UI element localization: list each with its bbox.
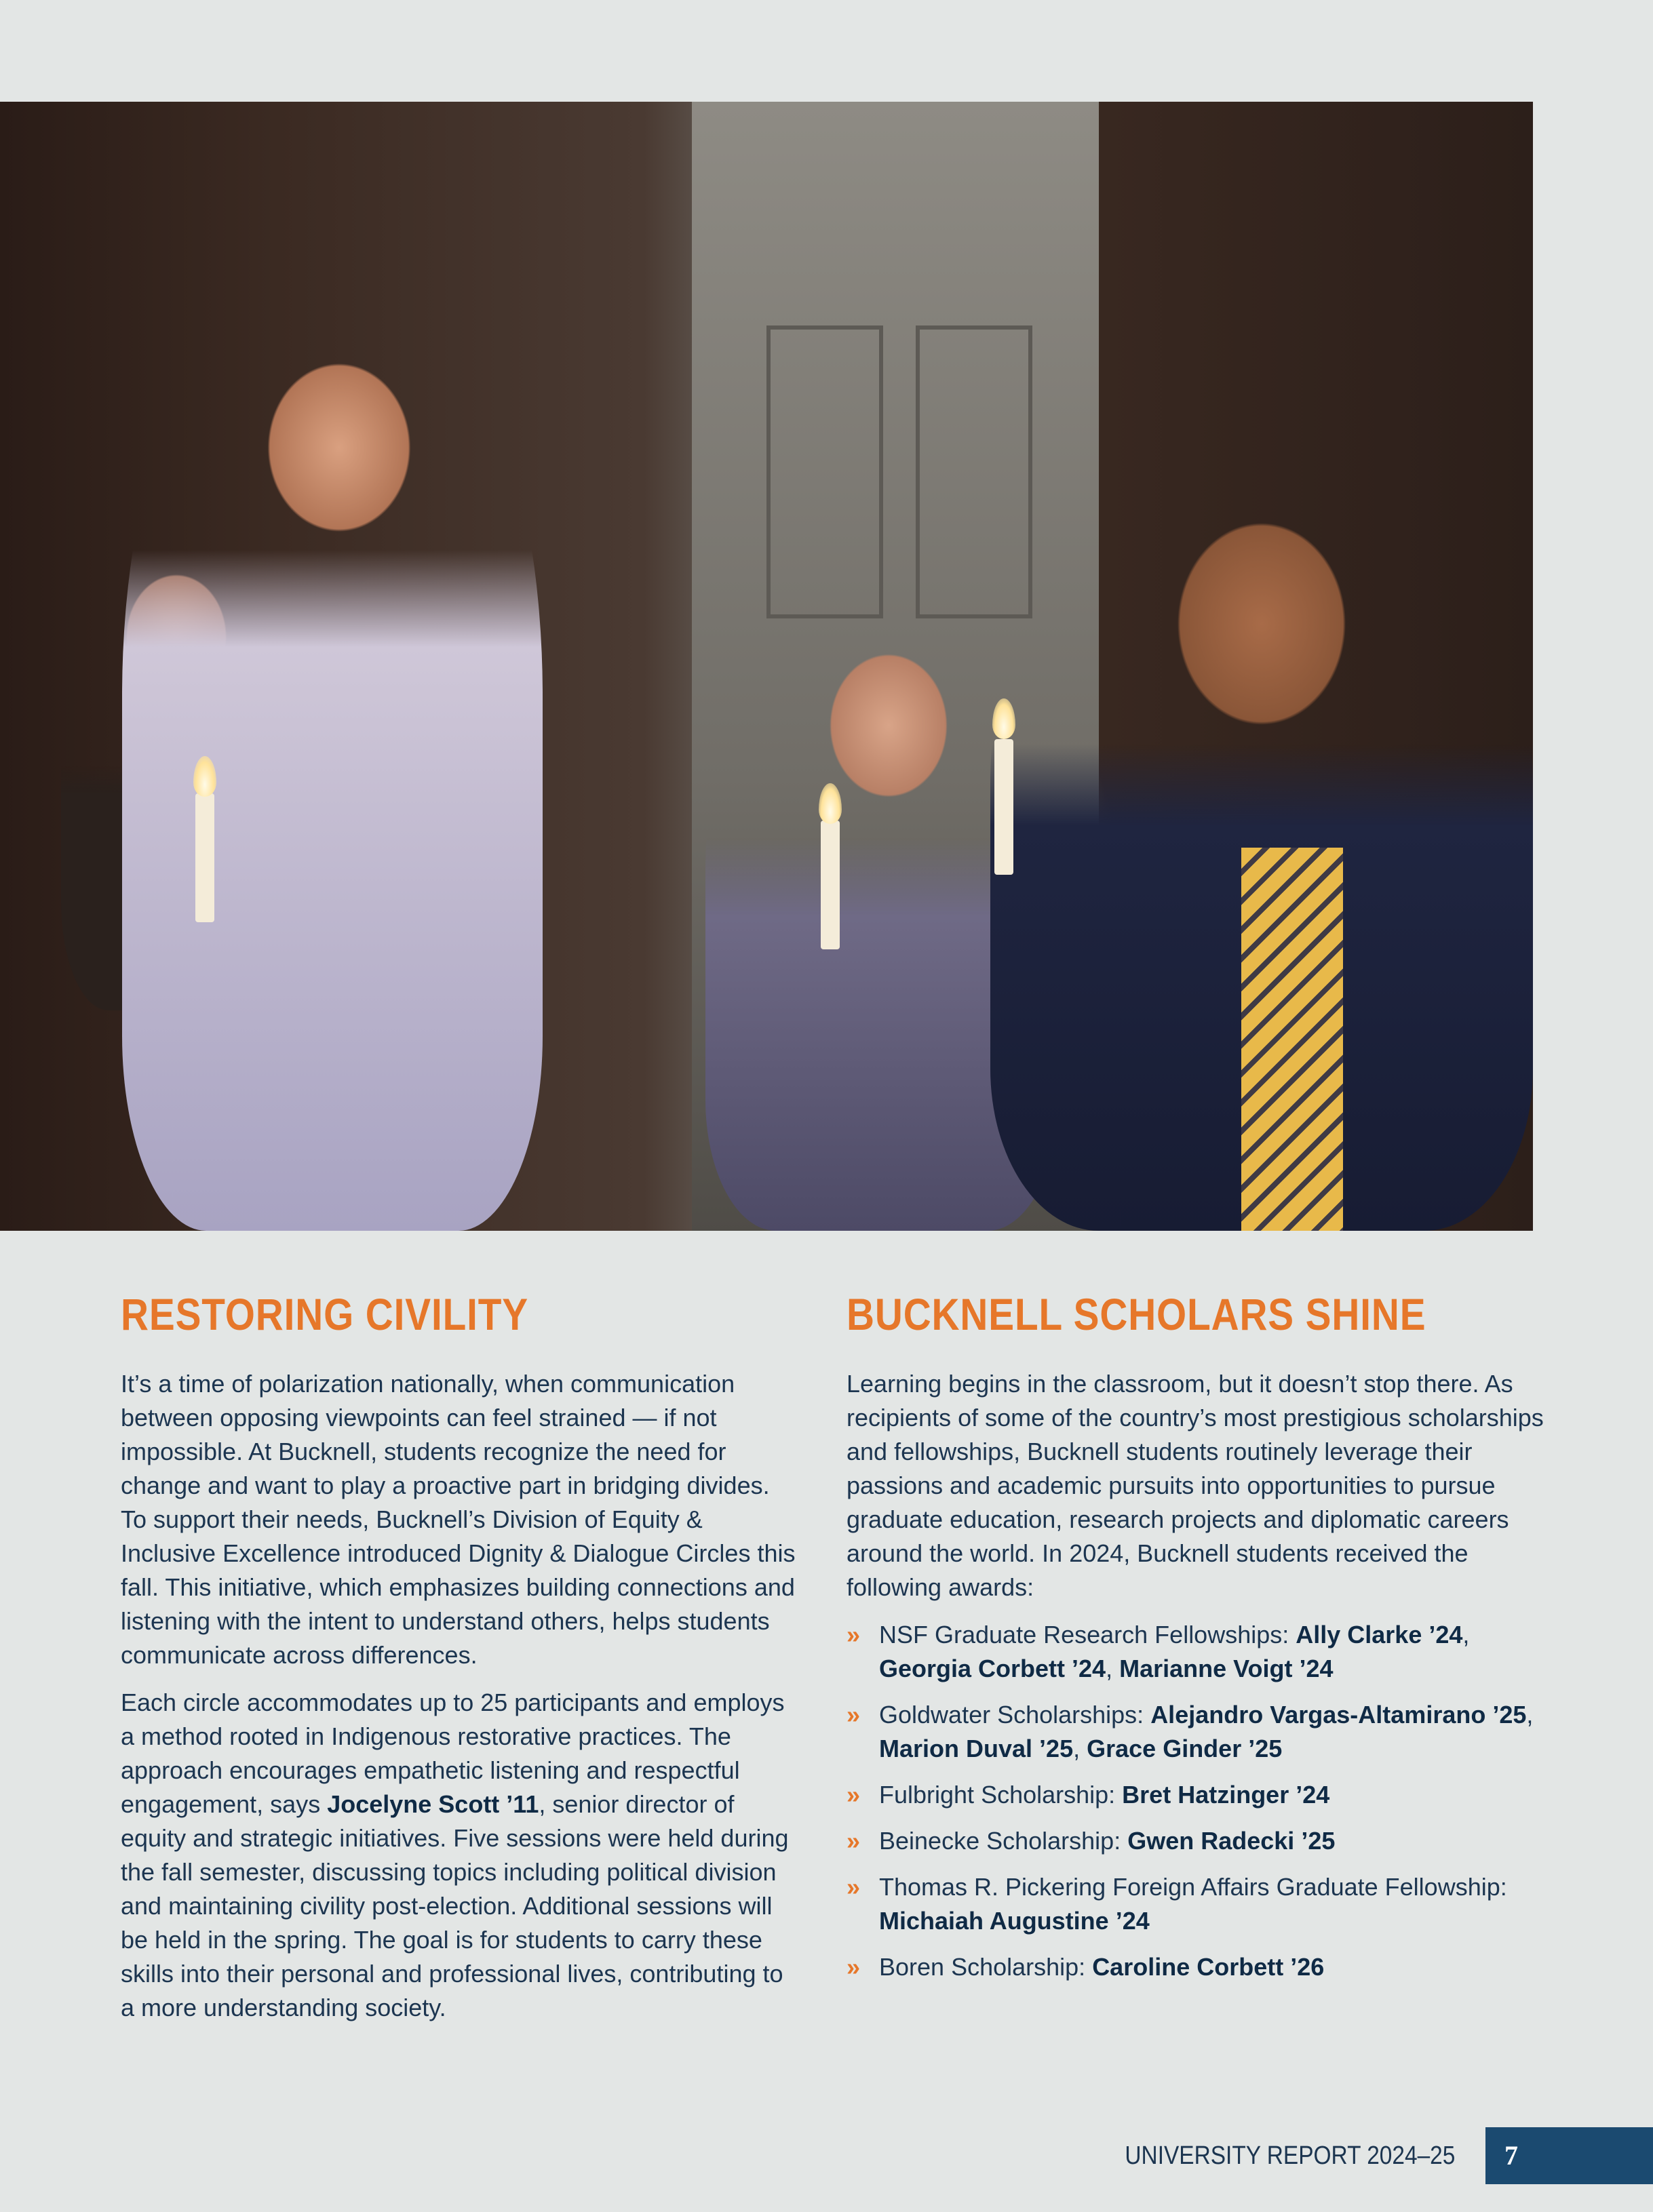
award-label: Thomas R. Pickering Foreign Affairs Graduate Fellowship: [879, 1873, 1507, 1901]
separator: , [1462, 1621, 1470, 1648]
candle [195, 793, 214, 922]
recipient-name: Georgia Corbett ’24 [879, 1655, 1106, 1682]
candlelight-photo [0, 102, 1533, 1231]
chevron-right-icon: » [847, 1621, 861, 1648]
striped-tie [1241, 848, 1343, 1231]
candle [821, 821, 840, 949]
body-paragraph: Learning begins in the classroom, but it doesn’t stop there. As recipients of some of the country’s most prestigious scholarships and fellowships, Bucknell students routinely leverage their passions and academic pursuits into opportunities to pursue graduate education, research projects and diplomatic careers around the world. In 2024, Bucknell students received the following awards: [847, 1370, 1544, 1601]
chevron-right-icon: » [847, 1701, 861, 1729]
restoring-civility-section [121, 1288, 799, 2038]
recipient-name: Michaiah Augustine ’24 [879, 1907, 1150, 1935]
person-woman-floral-dress [122, 258, 543, 1231]
award-label: Fulbright Scholarship: [879, 1781, 1123, 1809]
recipient-name: Ally Clarke ’24 [1296, 1621, 1463, 1648]
chevron-right-icon: » [847, 1953, 861, 1981]
list-item [847, 1950, 1545, 1984]
body-paragraph [121, 1686, 799, 2025]
report-title: UNIVERSITY REPORT 2024–25 [1125, 2141, 1455, 2170]
separator: , [1106, 1655, 1120, 1682]
list-item [847, 1870, 1545, 1938]
list-item [847, 1778, 1545, 1812]
text-run: Each circle accommodates up to 25 participants and employs a method rooted in Indigenous restorative practices. The approach encourages empathetic listening and respectful engagement, says [121, 1688, 785, 1818]
recipient-name: Gwen Radecki ’25 [1127, 1827, 1336, 1855]
recipient-name: Marion Duval ’25 [879, 1735, 1074, 1762]
page-number-box [1485, 2127, 1653, 2184]
award-label: Boren Scholarship: [879, 1953, 1093, 1981]
bucknell-scholars-section [847, 1288, 1545, 1996]
award-label: Beinecke Scholarship: [879, 1827, 1128, 1855]
body-paragraph: It’s a time of polarization nationally, when communication between opposing viewpoints can feel strained — if not impossible. At Bucknell, students recognize the need for change and want to play a proactive part in bridging divides. To support their needs, Bucknell’s Division of Equity & Inclusive Excellence introduced Dignity & Dialogue Circles this fall. This initiative, which emphasizes building connections and listening with the intent to understand others, helps students communicate across differences. [121, 1370, 796, 1669]
chevron-right-icon: » [847, 1873, 861, 1901]
person-name: Jocelyne Scott ’11 [327, 1790, 539, 1818]
awards-list [847, 1618, 1545, 1984]
recipient-name: Marianne Voigt ’24 [1119, 1655, 1334, 1682]
section-heading: RESTORING CIVILITY [121, 1289, 529, 1339]
list-item [847, 1698, 1545, 1766]
list-item [847, 1618, 1545, 1686]
recipient-name: Caroline Corbett ’26 [1092, 1953, 1325, 1981]
text-run: , senior director of equity and strategic initiatives. Five sessions were held during the fall semester, discussing topics including political division and maintaining civility post-election. Additional sessions will be held in the spring. The goal is for students to carry these skills into their personal and professional lives, contributing to a more understanding society. [121, 1790, 789, 2021]
page-number: 7 [1504, 2140, 1518, 2171]
list-item [847, 1824, 1545, 1858]
section-heading: BUCKNELL SCHOLARS SHINE [847, 1289, 1426, 1339]
chevron-right-icon: » [847, 1827, 861, 1855]
chevron-right-icon: » [847, 1781, 861, 1809]
candle [994, 739, 1013, 875]
award-label: NSF Graduate Research Fellowships: [879, 1621, 1296, 1648]
recipient-name: Bret Hatzinger ’24 [1122, 1781, 1330, 1809]
recipient-name: Alejandro Vargas-Altamirano ’25 [1150, 1701, 1527, 1729]
separator: , [1073, 1735, 1087, 1762]
separator: , [1526, 1701, 1534, 1729]
award-label: Goldwater Scholarships: [879, 1701, 1151, 1729]
recipient-name: Grace Ginder ’25 [1087, 1735, 1283, 1762]
